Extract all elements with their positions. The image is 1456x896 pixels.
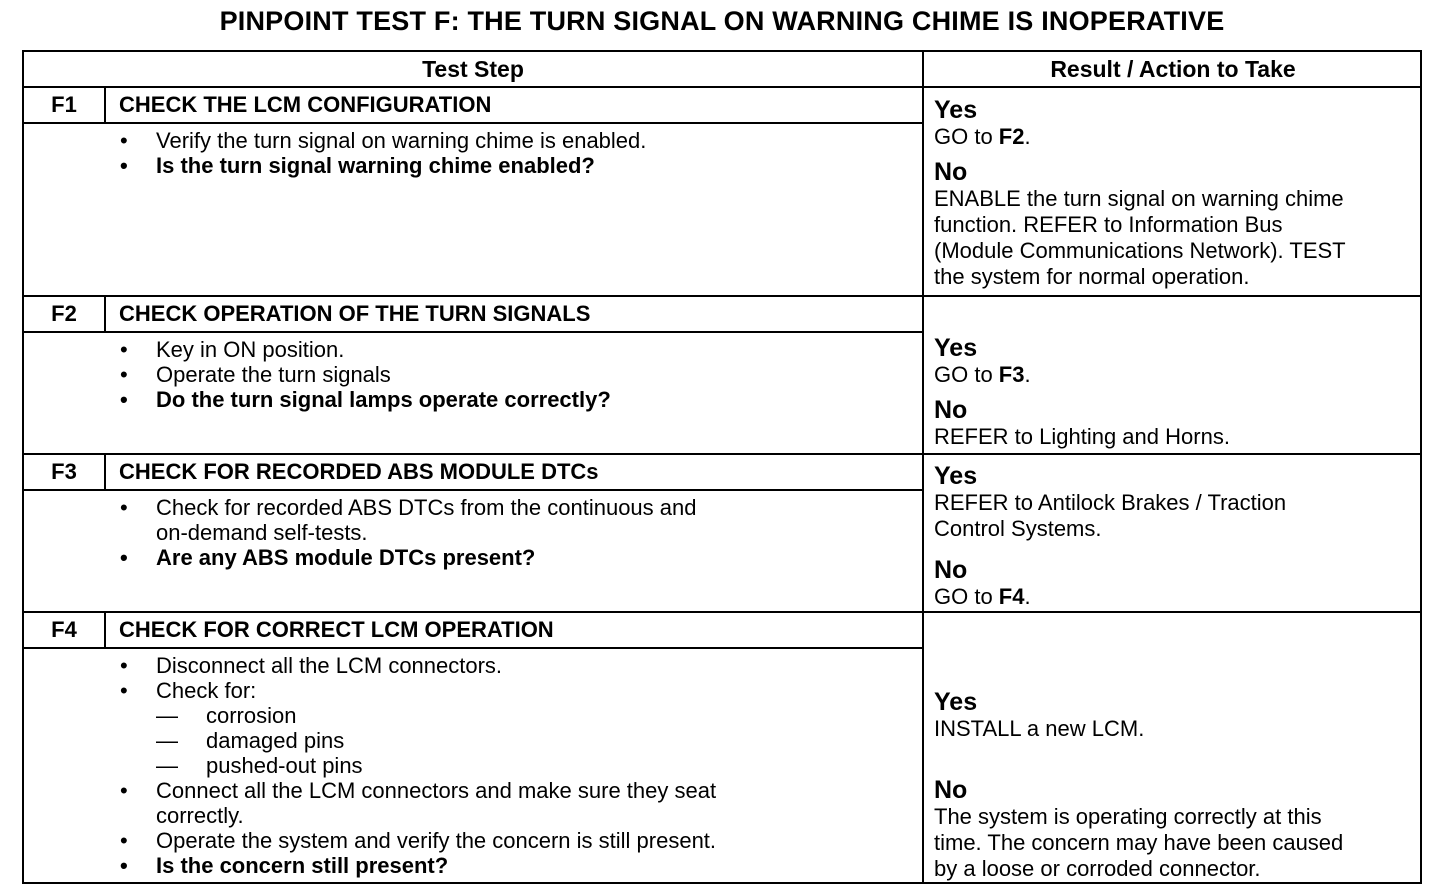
list-item: • Operate the turn signals [116,362,611,387]
yes-action-line: REFER to Antilock Brakes / Traction [934,490,1287,515]
step-id: F2 [51,301,77,326]
pinpoint-test-table [22,50,1422,884]
title-divider [24,331,922,333]
id-divider [104,297,106,331]
yes-label: Yes [934,462,978,490]
yes-action-line: Control Systems. [934,516,1102,541]
list-item: • Key in ON position. [116,337,611,362]
list-item-question: • Is the concern still present? [116,853,716,878]
no-action-line: The system is operating correctly at this [934,804,1322,829]
yes-action: GO to F3. [934,362,1031,387]
step-id: F3 [51,459,77,484]
step-id: F1 [51,92,77,117]
yes-label: Yes [934,96,978,124]
result-block [934,96,1419,290]
list-item-continuation: correctly. [156,803,244,828]
list-item-question: • Do the turn signal lamps operate correctly? [116,387,611,412]
title-divider [24,122,922,124]
column-header-test-step: Test Step [422,56,524,82]
yes-label: Yes [934,334,978,362]
id-divider [104,455,106,489]
id-divider [104,613,106,647]
step-instructions [116,495,696,570]
page-title: PINPOINT TEST F: THE TURN SIGNAL ON WARNING CHIME IS INOPERATIVE [219,6,1225,36]
no-label: No [934,776,968,804]
step-instructions [116,337,611,412]
yes-label: Yes [934,688,978,716]
list-item: • Verify the turn signal on warning chime is enabled. [116,128,646,153]
step-title: CHECK THE LCM CONFIGURATION [119,92,492,117]
result-block [934,462,1419,610]
list-item-question: • Is the turn signal warning chime enabled? [116,153,646,178]
no-action-line: (Module Communications Network). TEST [934,238,1346,263]
no-action-line: time. The concern may have been caused [934,830,1344,855]
result-block [934,334,1419,450]
sub-list-item: — corrosion [116,703,716,728]
step-title: CHECK OPERATION OF THE TURN SIGNALS [119,301,591,326]
no-action-line: ENABLE the turn signal on warning chime [934,186,1344,211]
step-id: F4 [51,617,77,642]
step-instructions [116,128,646,178]
list-item: • Operate the system and verify the concern is still present. [116,828,716,853]
step-title: CHECK FOR CORRECT LCM OPERATION [119,617,554,642]
list-item-continuation: on-demand self-tests. [156,520,368,545]
list-item: • Check for recorded ABS DTCs from the continuous and [116,495,696,520]
no-label: No [934,556,968,584]
column-header-result: Result / Action to Take [1050,56,1296,82]
list-item: • Check for: [116,678,716,703]
no-label: No [934,396,968,424]
column-divider [922,52,924,882]
list-item: • Connect all the LCM connectors and make sure they seat [116,778,716,803]
no-action-line: REFER to Lighting and Horns. [934,424,1230,449]
no-action-line: the system for normal operation. [934,264,1250,289]
no-action: GO to F4. [934,584,1031,609]
sub-list-item: — damaged pins [116,728,716,753]
result-block [934,688,1419,882]
id-divider [104,88,106,122]
list-item: • Disconnect all the LCM connectors. [116,653,716,678]
no-label: No [934,158,968,186]
title-divider [24,647,922,649]
sub-list-item: — pushed-out pins [116,753,716,778]
step-title: CHECK FOR RECORDED ABS MODULE DTCs [119,459,599,484]
title-divider [24,489,922,491]
no-action-line: by a loose or corroded connector. [934,856,1261,881]
yes-action-line: INSTALL a new LCM. [934,716,1145,741]
no-action-line: function. REFER to Information Bus [934,212,1283,237]
step-instructions [116,653,716,878]
list-item-question: • Are any ABS module DTCs present? [116,545,696,570]
yes-action: GO to F2. [934,124,1031,149]
